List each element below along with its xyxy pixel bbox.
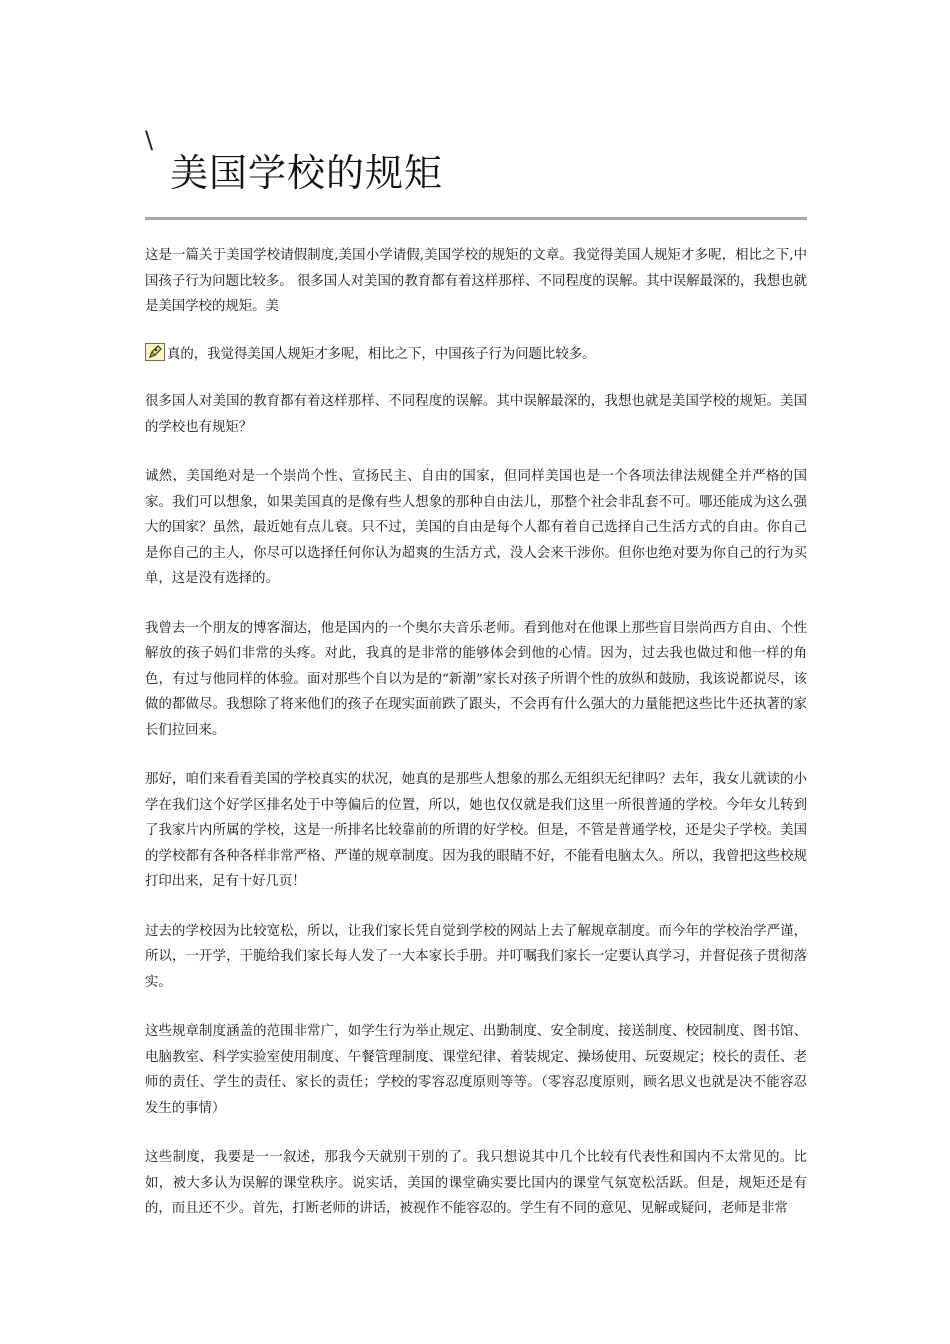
paragraph: 这些制度，我要是一一叙述，那我今天就别干别的了。我只想说其中几个比较有代表性和国内不太常见的。比如，被大多认为误解的课堂秩序。说实话，美国的课堂确实要比国内的课堂气氛宽松活跃。但是，规矩还是有的，而且还不少。首先，打断老师的讲话，被视作不能容忍的。学生有不同的意见、见解或疑问，老师是非常: [145, 1150, 807, 1216]
page-title: 美国学校的规矩: [170, 151, 444, 195]
article-body: [145, 243, 807, 1246]
title-divider: [145, 217, 807, 220]
paragraph: 过去的学校因为比较宽松，所以，让我们家长凭自觉到学校的网站上去了解规章制度。而今年的学校治学严谨，所以，一开学，干脆给我们家长每人发了一大本家长手册。并叮嘱我们家长一定要认真学习，并督促孩子贯彻落实。: [145, 923, 807, 990]
title-marker: \: [145, 126, 154, 154]
paragraph: 诚然，美国绝对是一个崇尚个性、宣扬民主、自由的国家，但同样美国也是一个各项法律法规健全并严格的国家。我们可以想象，如果美国真的是像有些人想象的那种自由法儿，那整个社会非乱套不可。哪还能成为这么强大的国家？虽然，最近她有点儿衰。只不过，美国的自由是每个人都有着自己选择自己生活方式的自由。你自己是你自己的主人，你尽可以选择任何你认为超爽的生活方式，没人会来干涉你。但你也绝对要为你自己的行为买单，这是没有选择的。: [145, 469, 807, 586]
paragraph: 很多国人对美国的教育都有着这样那样、不同程度的误解。其中误解最深的，我想也就是美国学校的规矩。美国的学校也有规矩？: [145, 394, 807, 435]
paragraph-icon-text: 真的，我觉得美国人规矩才多呢，相比之下，中国孩子行为问题比较多。: [167, 346, 596, 362]
paragraph: 我曾去一个朋友的博客溜达，他是国内的一个奥尔夫音乐老师。看到他对在他课上那些盲目崇尚西方自由、个性解放的孩子妈们非常的头疼。对此，我真的是非常的能够体会到他的心情。因为，过去我也做过和他一样的角色，有过与他同样的体验。面对那些个自以为是的“新潮”家长对孩子所谓个性的放纵和鼓励，我该说都说尽，该做的都做尽。我想除了将来他们的孩子在现实面前跌了跟头，不会再有什么强大的力量能把这些比牛还执著的家长们拉回来。: [145, 620, 807, 738]
paragraph: 这些规章制度涵盖的范围非常广，如学生行为举止规定、出勤制度、安全制度、接送制度、校园制度、图书馆、电脑教室、科学实验室使用制度、午餐管理制度、课堂纪律、着装规定、操场使用、玩耍规定；校长的责任、老师的责任、学生的责任、家长的责任；学校的零容忍度原则等等。（零容忍度原则，顾名思义也就是决不能容忍发生的事情）: [145, 1024, 807, 1116]
paragraph-intro: 这是一篇关于美国学校请假制度,美国小学请假,美国学校的规矩的文章。我觉得美国人规矩才多呢，相比之下,中国孩子行为问题比较多。 很多国人对美国的教育都有着这样那样、不同程度的误解。其中误解最深的，我想也就是美国学校的规矩。美: [145, 248, 807, 314]
paragraph-icon-line: [145, 342, 807, 368]
pencil-note-icon: [145, 343, 165, 361]
paragraph: 那好，咱们来看看美国的学校真实的状况，她真的是那些人想象的那么无组织无纪律吗？去年，我女儿就读的小学在我们这个好学区排名处于中等偏后的位置，所以，她也仅仅就是我们这里一所很普通的学校。今年女儿转到了我家片内所属的学校，这是一所排名比较靠前的所谓的好学校。但是，不管是普通学校，还是尖子学校。美国的学校都有各种各样非常严格、严谨的规章制度。因为我的眼睛不好，不能看电脑太久。所以，我曾把这些校规打印出来，足有十好几页！: [145, 772, 807, 889]
